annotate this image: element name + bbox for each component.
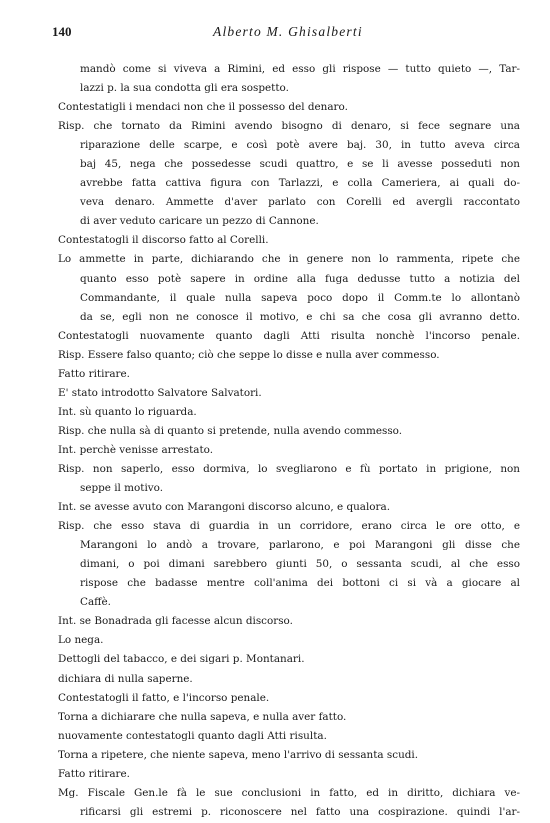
- text-line: Int. sù quanto lo riguarda.: [58, 405, 197, 418]
- text-line: Contestatogli il fatto, e l'incorso penale.: [58, 691, 270, 704]
- text-line: Lo ammette in parte, dichiarando che in genere non lo rammenta, ripete che: [58, 253, 520, 266]
- text-line: seppe il motivo.: [80, 482, 164, 495]
- text-line: Mg. Fiscale Gen.le fà le sue conclusioni in fatto, ed in diritto, dichiara ve-: [58, 786, 520, 799]
- text-line: Contestatigli i mendaci non che il possesso del denaro.: [58, 101, 348, 114]
- text-line: Lo nega.: [58, 634, 104, 647]
- body-text: [58, 60, 520, 822]
- text-line: Torna a ripetere, che niente sapeva, meno l'arrivo di sessanta scudi.: [58, 748, 419, 761]
- text-line: Marangoni lo andò a trovare, parlarono, e poi Marangoni gli disse che: [80, 539, 520, 552]
- text-line: Risp. Essere falso quanto; ciò che seppe lo disse e nulla aver commesso.: [58, 348, 440, 361]
- text-line: Risp. che tornato da Rimini avendo bisogno di denaro, si fece segnare una: [58, 120, 520, 133]
- text-line: quanto esso potè sapere in ordine alla fuga dedusse tutto a notizia del: [80, 272, 520, 285]
- text-line: Int. se Bonadrada gli facesse alcun discorso.: [58, 615, 293, 628]
- text-line: rispose che badasse mentre coll'anima dei bottoni ci si và a giocare al: [80, 577, 520, 590]
- text-line: nuovamente contestatogli quanto dagli Atti risulta.: [58, 729, 327, 742]
- text-line: da se, egli non ne conosce il motivo, e chi sa che cosa gli avranno detto.: [80, 310, 520, 323]
- text-line: Risp. che esso stava di guardia in un corridore, erano circa le ore otto, e: [58, 520, 520, 533]
- running-title: Alberto M. Ghisalberti: [213, 24, 363, 39]
- page-header: [52, 24, 520, 46]
- text-line: veva denaro. Ammette d'aver parlato con Corelli ed avergli raccontato: [80, 196, 520, 209]
- text-line: di aver veduto caricare un pezzo di Cannone.: [80, 215, 319, 228]
- text-line: dichiara di nulla saperne.: [58, 672, 193, 685]
- text-line: Torna a dichiarare che nulla sapeva, e nulla aver fatto.: [58, 710, 347, 723]
- text-line: Commandante, il quale nulla sapeva poco dopo il Comm.te lo allontanò: [80, 291, 520, 304]
- text-line: Contestatogli il discorso fatto al Corelli.: [58, 234, 269, 247]
- text-line: avrebbe fatta cattiva figura con Tarlazzi, e colla Cameriera, ai quali do-: [80, 177, 520, 190]
- text-line: lazzi p. la sua condotta gli era sospetto.: [80, 82, 289, 95]
- text-line: baj 45, nega che possedesse scudi quattro, e se li avesse posseduti non: [80, 158, 520, 171]
- text-line: Risp. che nulla sà di quanto si pretende, nulla avendo commesso.: [58, 424, 403, 437]
- text-line: riparazione delle scarpe, e così potè avere baj. 30, in tutto aveva circa: [80, 139, 520, 152]
- text-line: Fatto ritirare.: [58, 367, 130, 380]
- text-line: mandò come si viveva a Rimini, ed esso gli rispose — tutto quieto —, Tar-: [80, 63, 520, 75]
- text-line: Fatto ritirare.: [58, 767, 130, 780]
- text-line: Dettogli del tabacco, e dei sigari p. Montanari.: [58, 653, 305, 666]
- text-line: rificarsi gli estremi p. riconoscere nel fatto una cospirazione. quindi l'ar-: [80, 805, 520, 818]
- text-line: Int. perchè venisse arrestato.: [58, 443, 213, 456]
- text-line: Risp. non saperlo, esso dormiva, lo svegliarono e fù portato in prigione, non: [58, 462, 520, 475]
- text-line: Contestatogli nuovamente quanto dagli Atti risulta nonchè l'incorso penale.: [58, 329, 520, 342]
- page-number: 140: [52, 24, 72, 39]
- text-line: dimani, o poi dimani sarebbero giunti 50, o sessanta scudi, al che esso: [80, 558, 520, 571]
- text-line: Int. se avesse avuto con Marangoni discorso alcuno, e qualora.: [58, 501, 391, 514]
- text-line: E' stato introdotto Salvatore Salvatori.: [58, 386, 262, 399]
- text-line: Caffè.: [80, 596, 111, 609]
